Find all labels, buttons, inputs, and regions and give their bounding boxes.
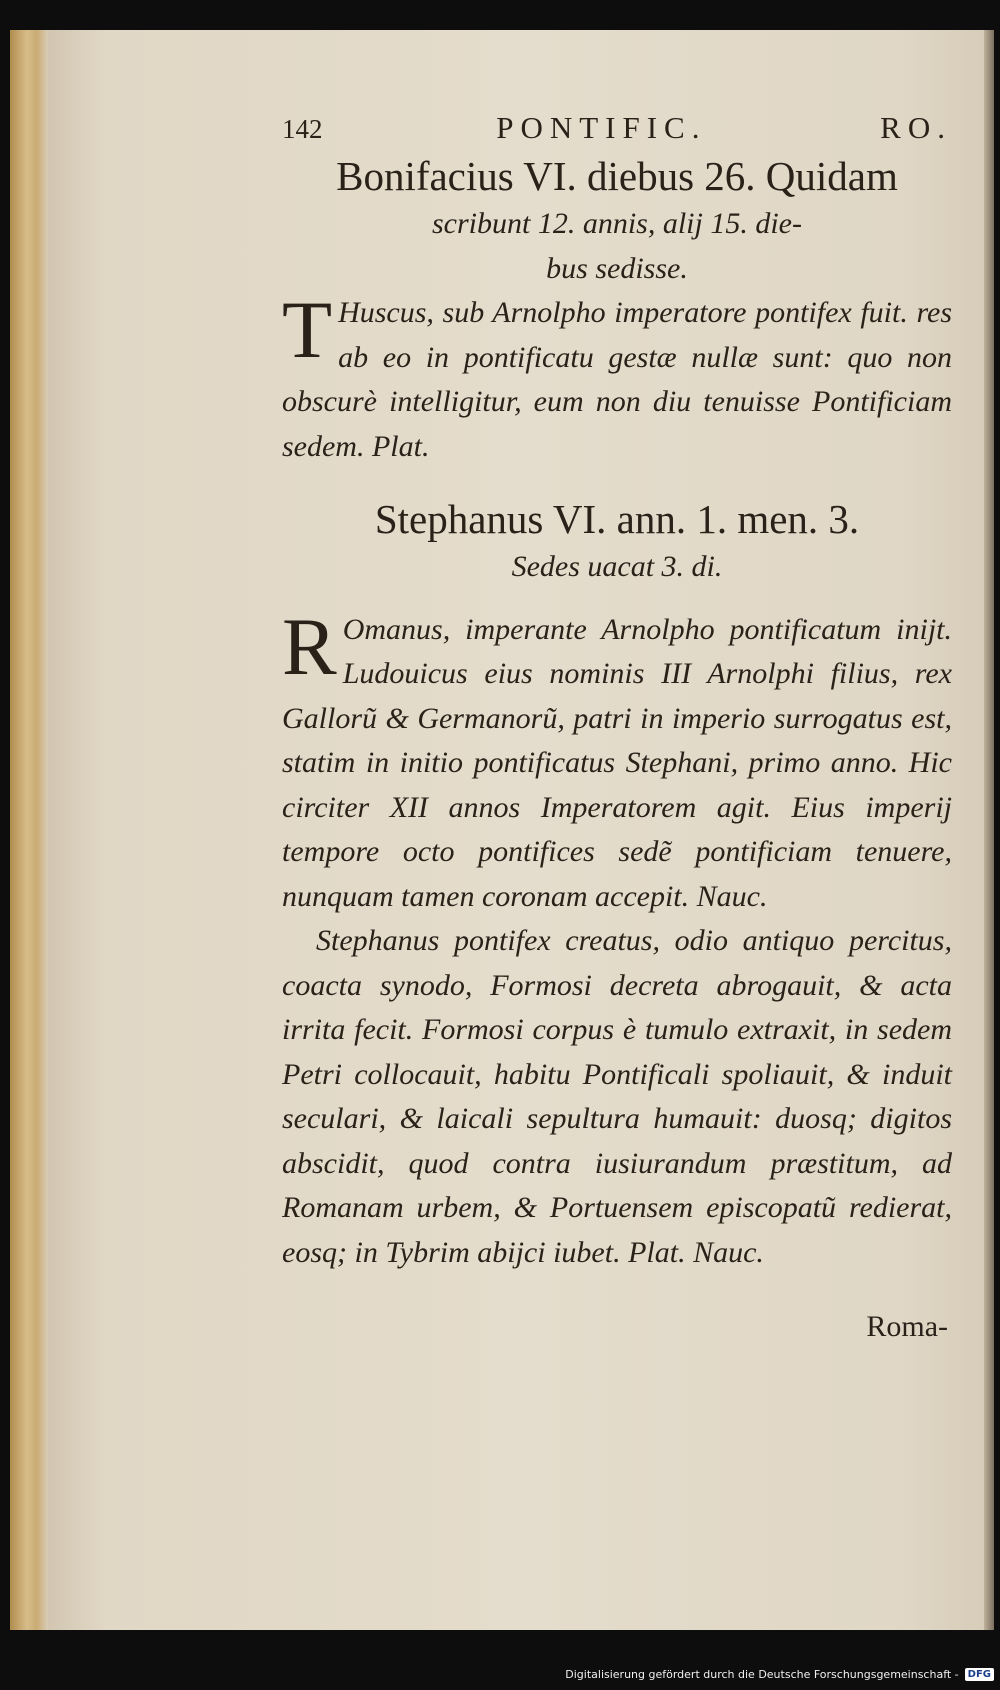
paragraph-huscus-text: Huscus, sub Arnolpho imperatore pontifex fuit. res ab eo in pontificatu gestæ nullæ sunt: quo non obscurè intelligitur, eum non diu tenuisse Pontificiam sedem. Plat.: [282, 296, 952, 463]
page-edge: [984, 30, 994, 1630]
book-spine: [10, 30, 48, 1630]
credit-text: Digitalisierung gefördert durch die Deutsche Forschungsgemeinschaft -: [565, 1667, 959, 1681]
running-header: [282, 108, 952, 148]
drop-cap-r: R: [282, 600, 337, 692]
entry-subtitle-line-1: scribunt 12. annis, alij 15. die-: [432, 207, 802, 240]
entry-subtitle-line-2: bus sedisse.: [546, 251, 688, 285]
paragraph-stephanus: Stephanus pontifex creatus, odio antiquo percitus, coacta synodo, Formosi decreta abrogauit, & acta irrita fecit. Formosi corpus è tumulo extraxit, in sedem Petri collocauit, habitu Pontificali spoliauit, & induit seculari, & laicali sepultura humauit: duosq; digitos abscidit, quod contra iusiurandum præstitum, ad Romanam urbem, & Portuensem episcopatũ redierat, eosq; in Tybrim abijci iubet. Plat. Nauc.: [282, 924, 952, 1269]
running-title-left: PONTIFIC.: [496, 110, 707, 145]
page-text-block: [282, 108, 952, 1350]
catchword: Roma-: [866, 1310, 948, 1343]
drop-cap-t: T: [282, 284, 333, 375]
entry-title-stephanus: Stephanus VI. ann. 1. men. 3.: [374, 496, 860, 542]
entry-subtitle-sedes: Sedes uacat 3. di.: [511, 550, 723, 583]
running-title-right: RO.: [880, 110, 952, 145]
page-number: 142: [282, 114, 323, 144]
paragraph-huscus: [282, 284, 952, 469]
digitization-credit: [565, 1664, 994, 1684]
paragraph-romanus-text: Omanus, imperante Arnolpho pontificatum inijt. Ludouicus eius nominis III Arnolphi filius, rex Gallorũ & Germanorũ, patri in imperio surrogatus est, statim in initio pontificatus Stephani, primo anno. Hic circiter XII annos Imperatorem agit. Eius imperij tempore octo pontifices sedẽ pontificiam tenuere, nunquam tamen coronam accepit. Nauc.: [282, 612, 952, 913]
entry-title-bonifacius: Bonifacius VI. diebus 26. Quidam: [336, 153, 898, 199]
paragraph-romanus: [282, 600, 952, 920]
dfg-logo: DFG: [965, 1668, 994, 1681]
